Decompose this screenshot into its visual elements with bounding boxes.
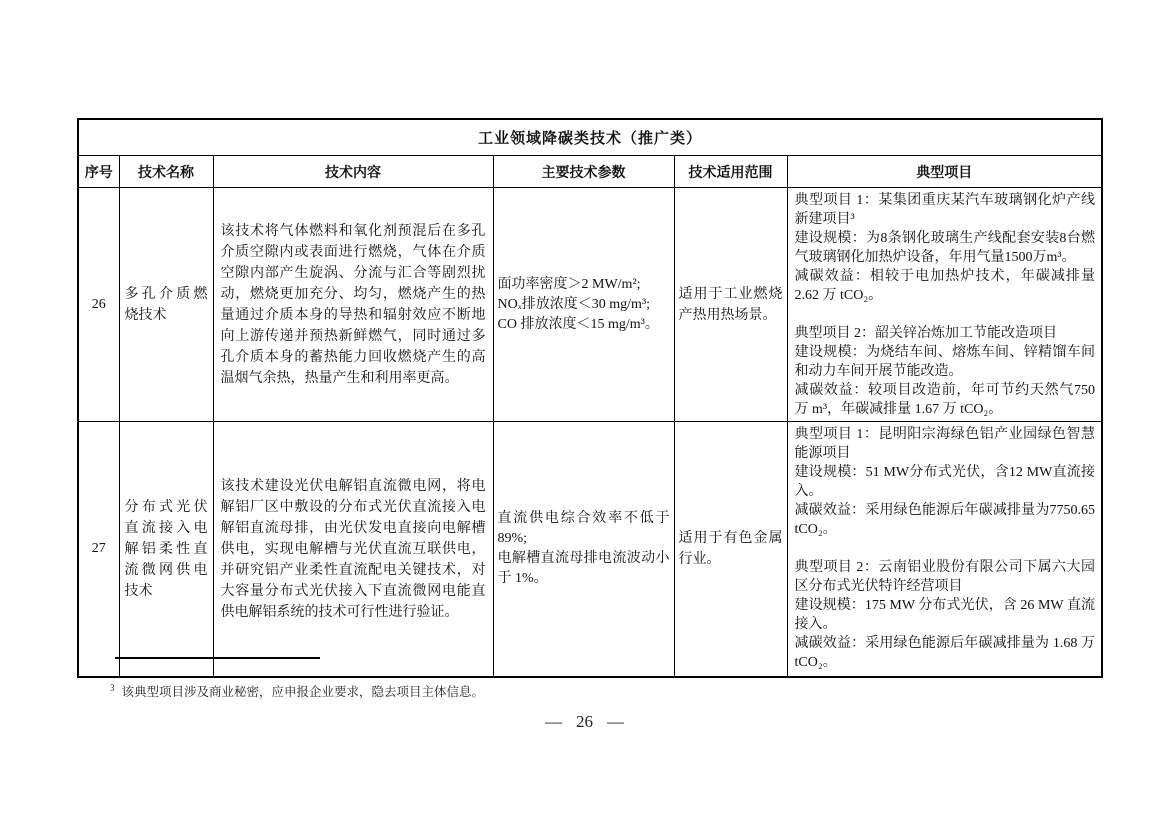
tech-name: 分布式光伏直流接入电解铝柔性直流微网供电技术 bbox=[119, 422, 213, 678]
page-number-right-dash: — bbox=[607, 712, 624, 731]
col-header-typical-projects: 典型项目 bbox=[787, 156, 1102, 188]
param-line: 面功率密度＞2 MW/m²; bbox=[497, 276, 641, 292]
col-header-index: 序号 bbox=[78, 156, 119, 188]
project-line: 典型项目 1：昆明阳宗海绿色铝产业园绿色智慧能源项目 bbox=[794, 427, 1096, 461]
footnote bbox=[110, 682, 484, 700]
project-line: 减碳效益：采用绿色能源后年碳减排量为7750.65 tCO₂。 bbox=[794, 503, 1096, 537]
row-index: 26 bbox=[78, 188, 119, 422]
table-row-27 bbox=[78, 422, 1102, 678]
param-line: 电解槽直流母排电流波动小于 1%。 bbox=[497, 551, 670, 586]
project-line: 建设规模：为8条钢化玻璃生产线配套安装8台燃气玻璃钢化加热炉设备，年用气量1500万m³。 bbox=[794, 231, 1096, 265]
project-line: 减碳效益：相较于电加热炉技术，年碳减排量2.62 万 tCO₂。 bbox=[794, 269, 1096, 303]
project-gap bbox=[795, 539, 1096, 558]
tech-content: 该技术建设光伏电解铝直流微电网，将电解铝厂区中敷设的分布式光伏直流接入电解铝直流母排，由光伏发电直接向电解槽供电，实现电解槽与光伏直流互联供电，并研究铝产业柔性直流配电关键技术，对大容量分布式光伏接入下直流微网电能直供电解铝系统的技术可行性进行验证。 bbox=[213, 422, 493, 678]
project-gap bbox=[795, 305, 1096, 324]
col-header-tech-name: 技术名称 bbox=[119, 156, 213, 188]
tech-params bbox=[493, 422, 674, 678]
footnote-divider bbox=[115, 657, 320, 659]
tech-name: 多孔介质燃烧技术 bbox=[119, 188, 213, 422]
tech-table bbox=[77, 118, 1103, 678]
project-line: 典型项目 2：韶关锌冶炼加工节能改造项目 bbox=[794, 326, 1057, 341]
tech-scope: 适用于工业燃烧产热用热场景。 bbox=[674, 188, 787, 422]
project-line: 减碳效益：采用绿色能源后年碳减排量为 1.68 万 tCO₂。 bbox=[794, 636, 1096, 670]
page-number bbox=[0, 712, 1169, 732]
param-line: NOₓ排放浓度＜30 mg/m³; bbox=[497, 296, 651, 312]
param-line: CO 排放浓度＜15 mg/m³。 bbox=[497, 316, 659, 332]
project-line: 建设规模：51 MW分布式光伏，含12 MW直流接入。 bbox=[794, 465, 1096, 499]
project-line: 建设规模：为烧结车间、熔炼车间、锌精馏车间和动力车间开展节能改造。 bbox=[794, 345, 1096, 379]
table-title: 工业领域降碳类技术（推广类） bbox=[78, 119, 1102, 156]
param-line: 直流供电综合效率不低于89%; bbox=[497, 511, 670, 546]
typical-projects bbox=[787, 188, 1102, 422]
table-row-26 bbox=[78, 188, 1102, 422]
tech-content: 该技术将气体燃料和氧化剂预混后在多孔介质空隙内或表面进行燃烧，气体在介质空隙内部产生旋涡、分流与汇合等剧烈扰动，燃烧更加充分、均匀，燃烧产生的热量通过介质本身的导热和辐射效应不断地向上游传递并预热新鲜燃气，同时通过多孔介质本身的蓄热能力回收燃烧产生的高温烟气余热，热量产生和利用率更高。 bbox=[213, 188, 493, 422]
tech-params bbox=[493, 188, 674, 422]
footnote-marker: 3 bbox=[110, 682, 115, 693]
page-number-value: 26 bbox=[576, 712, 593, 731]
col-header-scope: 技术适用范围 bbox=[674, 156, 787, 188]
project-line: 减碳效益：较项目改造前，年可节约天然气750 万 m³，年碳减排量 1.67 万 tCO₂。 bbox=[794, 383, 1096, 417]
row-index: 27 bbox=[78, 422, 119, 678]
footnote-text: 该典型项目涉及商业秘密，应申报企业要求，隐去项目主体信息。 bbox=[121, 685, 485, 699]
page-number-left-dash: — bbox=[545, 712, 562, 731]
tech-scope: 适用于有色金属行业。 bbox=[674, 422, 787, 678]
typical-projects bbox=[787, 422, 1102, 678]
col-header-tech-content: 技术内容 bbox=[213, 156, 493, 188]
project-line: 典型项目 1：某集团重庆某汽车玻璃钢化炉产线新建项目³ bbox=[794, 193, 1096, 227]
project-line: 建设规模：175 MW 分布式光伏，含 26 MW 直流接入。 bbox=[794, 598, 1096, 632]
project-line: 典型项目 2：云南铝业股份有限公司下属六大园区分布式光伏特许经营项目 bbox=[794, 560, 1096, 594]
col-header-tech-params: 主要技术参数 bbox=[493, 156, 674, 188]
